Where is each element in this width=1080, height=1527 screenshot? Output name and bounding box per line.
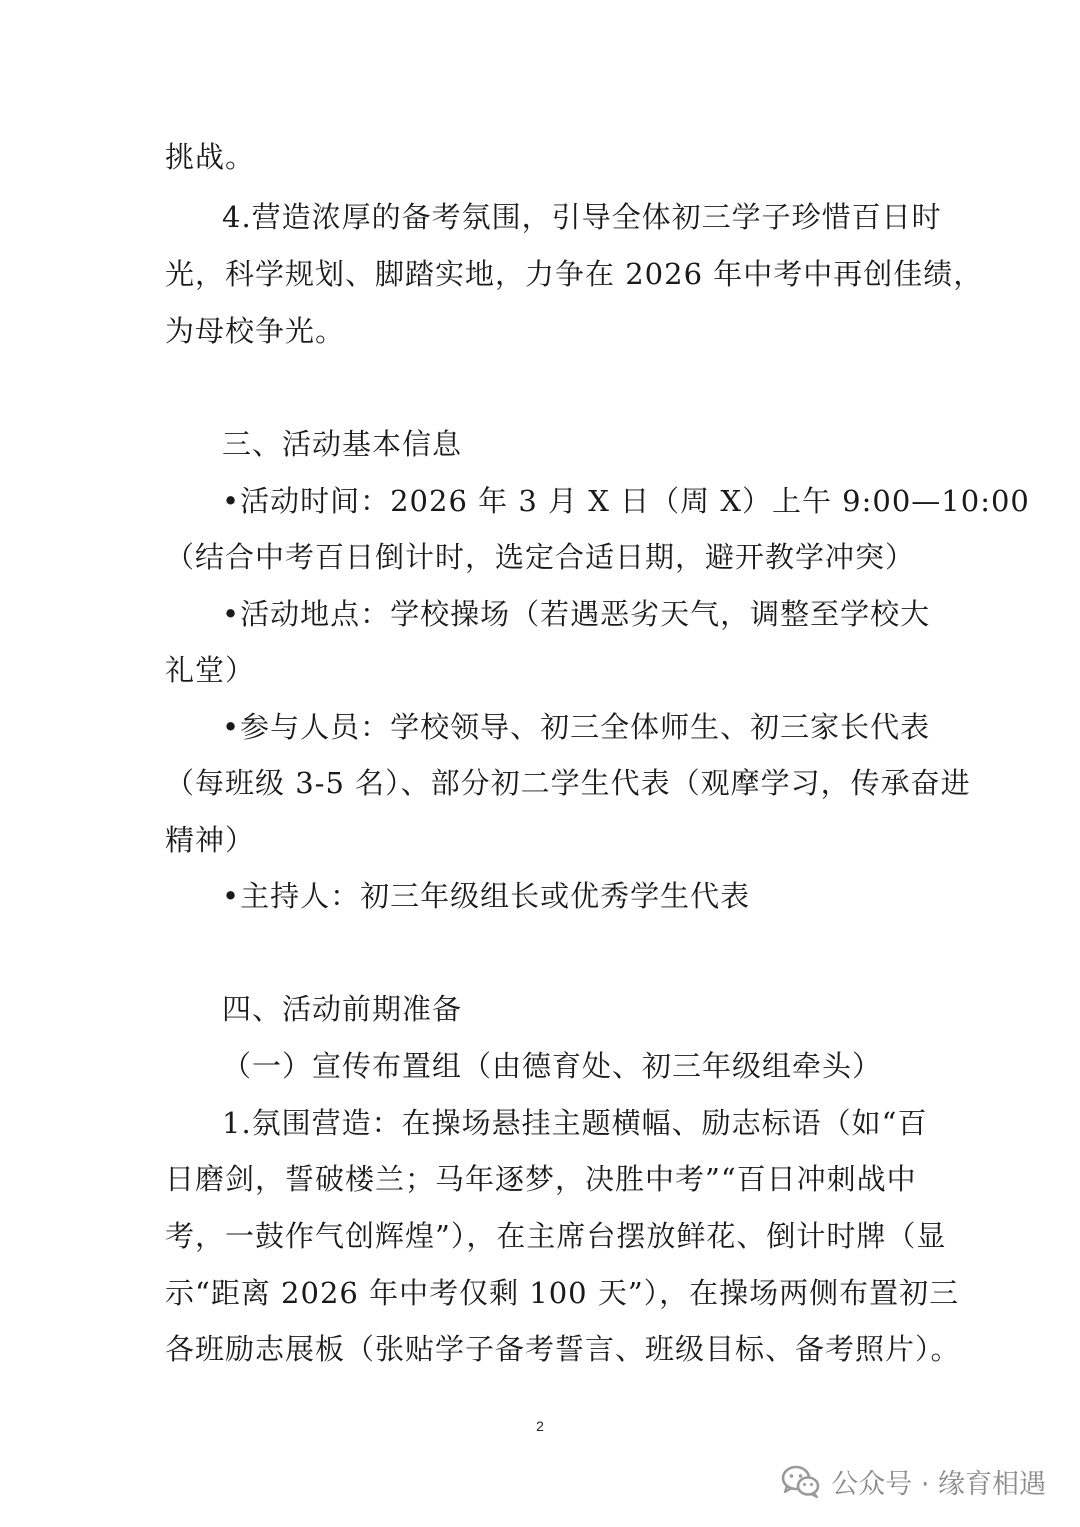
text-line: 礼堂） bbox=[165, 653, 256, 687]
text-line: •主持人：初三年级组长或优秀学生代表 bbox=[222, 879, 751, 913]
text-line: 精神） bbox=[165, 823, 256, 857]
text-line: （结合中考百日倒计时，选定合适日期，避开教学冲突） bbox=[165, 540, 916, 574]
watermark bbox=[781, 1462, 1046, 1501]
text-line: 挑战。 bbox=[165, 140, 256, 174]
text-line: 示“距离 2026 年中考仅剩 100 天”），在操场两侧布置初三 bbox=[165, 1276, 960, 1310]
text-line: 日磨剑，誓破楼兰；马年逐梦，决胜中考”“百日冲刺战中 bbox=[165, 1162, 917, 1196]
text-line: •活动时间：2026 年 3 月 X 日（周 X）上午 9:00—10:00 bbox=[222, 484, 1030, 518]
text-line: 4.营造浓厚的备考氛围，引导全体初三学子珍惜百日时 bbox=[222, 200, 942, 234]
text-line: 1.氛围营造：在操场悬挂主题横幅、励志标语（如“百 bbox=[222, 1106, 928, 1140]
watermark-text: 公众号 · 缘育相遇 bbox=[831, 1469, 1046, 1500]
section-heading: 四、活动前期准备 bbox=[222, 992, 463, 1026]
text-line: 为母校争光。 bbox=[165, 314, 346, 348]
text-line: •活动地点：学校操场（若遇恶劣天气，调整至学校大 bbox=[222, 597, 931, 631]
subsection-heading: （一）宣传布置组（由德育处、初三年级组牵头） bbox=[222, 1049, 883, 1083]
text-line: （每班级 3-5 名）、部分初二学生代表（观摩学习，传承奋进 bbox=[165, 766, 971, 800]
text-line: 各班励志展板（张贴学子备考誓言、班级目标、备考照片）。 bbox=[165, 1332, 961, 1366]
section-heading: 三、活动基本信息 bbox=[222, 427, 463, 461]
page-number: 2 bbox=[536, 1418, 544, 1434]
wechat-icon bbox=[781, 1465, 821, 1499]
text-line: •参与人员：学校领导、初三全体师生、初三家长代表 bbox=[222, 710, 931, 744]
text-line: 光，科学规划、脚踏实地，力争在 2026 年中考中再创佳绩， bbox=[165, 257, 984, 291]
text-line: 考，一鼓作气创辉煌”），在主席台摆放鲜花、倒计时牌（显 bbox=[165, 1219, 947, 1253]
